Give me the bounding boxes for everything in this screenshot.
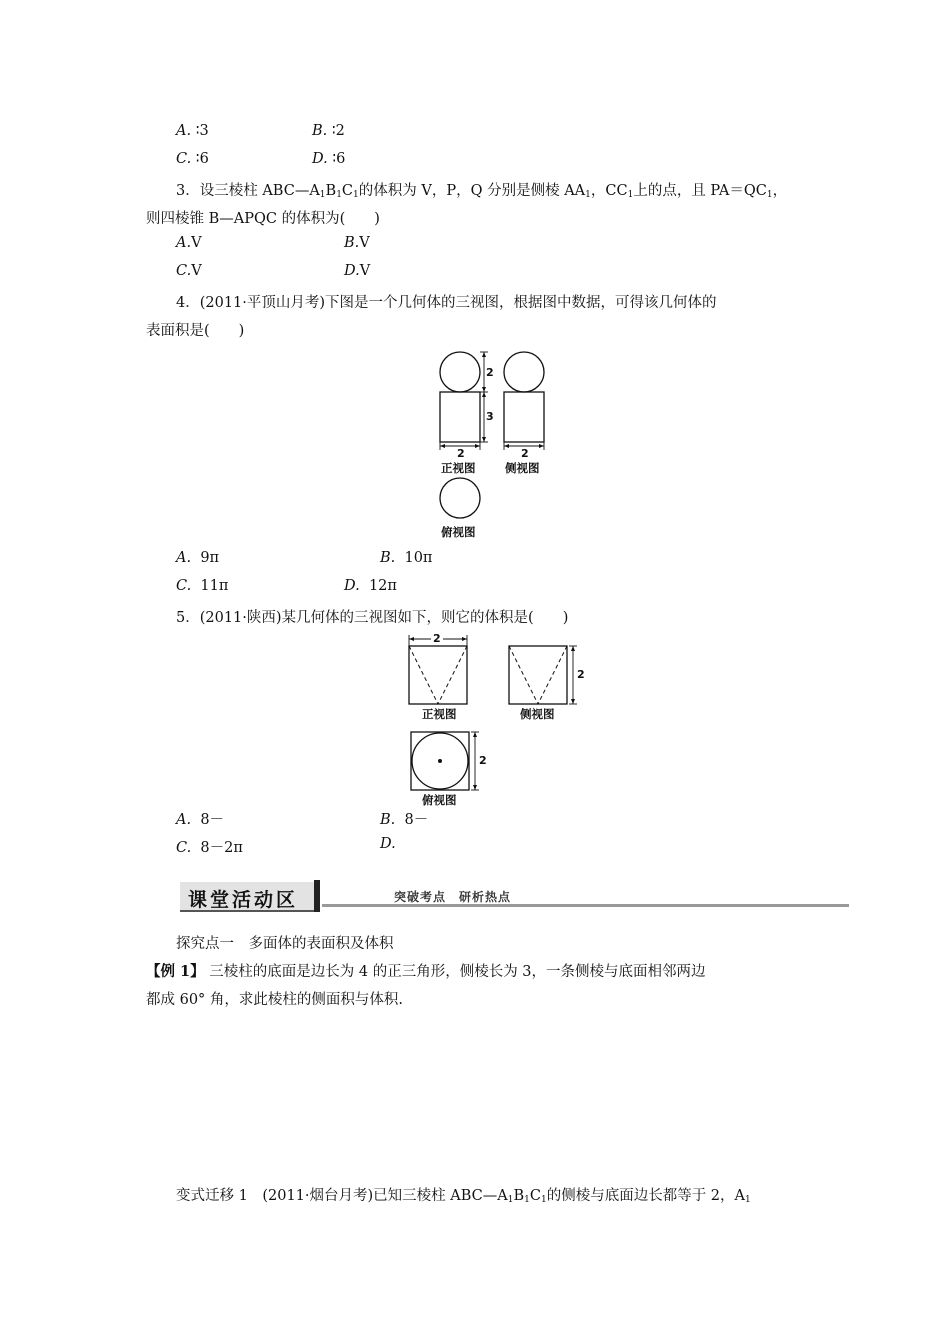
q4-side-cylinder: [504, 392, 544, 442]
section-banner: [174, 880, 849, 914]
q3-option-a: A.V: [176, 235, 202, 251]
q4-option-d: D. 12π: [344, 578, 397, 594]
q5-dim-front-width: 2: [433, 632, 441, 645]
q2-option-c: C. ∶6: [176, 151, 209, 167]
q4-front-sphere: [440, 352, 480, 392]
q4-top-circle: [440, 478, 480, 518]
q4-option-c: C. 11π: [176, 578, 229, 594]
q4-front-cylinder: [440, 392, 480, 442]
q5-side-square: [509, 646, 567, 704]
q4-top-view-label: 俯视图: [441, 525, 476, 539]
q4-dim-sphere: 2: [486, 366, 494, 379]
q4-dim-front-width: 2: [457, 447, 465, 460]
variant-1-line: 变式迁移 1 (2011·烟台月考)已知三棱柱 $ABC—A_1B_1C_1$的侧棱与底面边长都等于 2，$A_1$: [176, 1188, 751, 1205]
q4-option-a: A. 9π: [176, 550, 220, 566]
q4-dim-cylinder-height: 3: [486, 410, 494, 423]
q5-front-view-label: 正视图: [422, 707, 457, 721]
q4-stem-line2: 表面积是( ): [146, 323, 245, 339]
q5-top-view-label: 俯视图: [422, 793, 457, 807]
q4-side-view-label: 侧视图: [505, 461, 540, 475]
section-heading: 探究点一 多面体的表面积及体积: [176, 936, 394, 952]
q3-option-c: C.V: [176, 263, 202, 279]
q4-front-view-label: 正视图: [441, 461, 476, 475]
q5-option-b: B. 8－: [380, 812, 429, 828]
q5-stem: 5．(2011·陕西)某几何体的三视图如下，则它的体积是( ): [176, 610, 569, 626]
q5-top-center-dot: [438, 759, 442, 763]
q4-stem-line1: 4．(2011·平顶山月考)下图是一个几何体的三视图，根据图中数据，可得该几何体的: [176, 295, 717, 311]
q4-three-view-figure: [425, 348, 565, 544]
q5-option-a: A. 8－: [176, 812, 225, 828]
banner-title: 课堂活动区: [188, 889, 299, 911]
q5-side-view-label: 侧视图: [520, 707, 555, 721]
q2-option-b: B. ∶2: [312, 123, 345, 139]
q5-dim-side-height: 2: [577, 668, 585, 681]
q5-option-c: C. 8－2π: [176, 840, 243, 856]
q3-stem-line2: 则四棱锥 B—APQC 的体积为( ): [146, 211, 380, 227]
q2-option-a: A. ∶3: [176, 123, 209, 139]
q5-front-square: [409, 646, 467, 704]
banner-divider: [314, 880, 320, 912]
banner-subtitle: 突破考点 研析热点: [394, 890, 512, 904]
q3-option-b: B.V: [344, 235, 370, 251]
example-1-line1: 【例 1】 三棱柱的底面是边长为 4 的正三角形，侧棱长为 3，一条侧棱与底面相邻两边: [146, 963, 706, 980]
q4-dim-side-width: 2: [521, 447, 529, 460]
q5-option-d: D.: [380, 836, 396, 852]
q3-stem-line1: 3．设三棱柱 $ABC—A_1B_1C_1$的体积为 V，P，Q 分别是侧棱 $AA_1$，$CC_1$上的点，且 $PA=QC_1$，: [176, 183, 788, 200]
q5-dim-top-height: 2: [479, 754, 487, 767]
example-1-line2: 都成 60° 角，求此棱柱的侧面积与体积.: [146, 992, 404, 1008]
q3-option-d: D.V: [344, 263, 371, 279]
q2-option-d: D. ∶6: [312, 151, 346, 167]
q4-option-b: B. 10π: [380, 550, 433, 566]
q4-side-sphere: [504, 352, 544, 392]
